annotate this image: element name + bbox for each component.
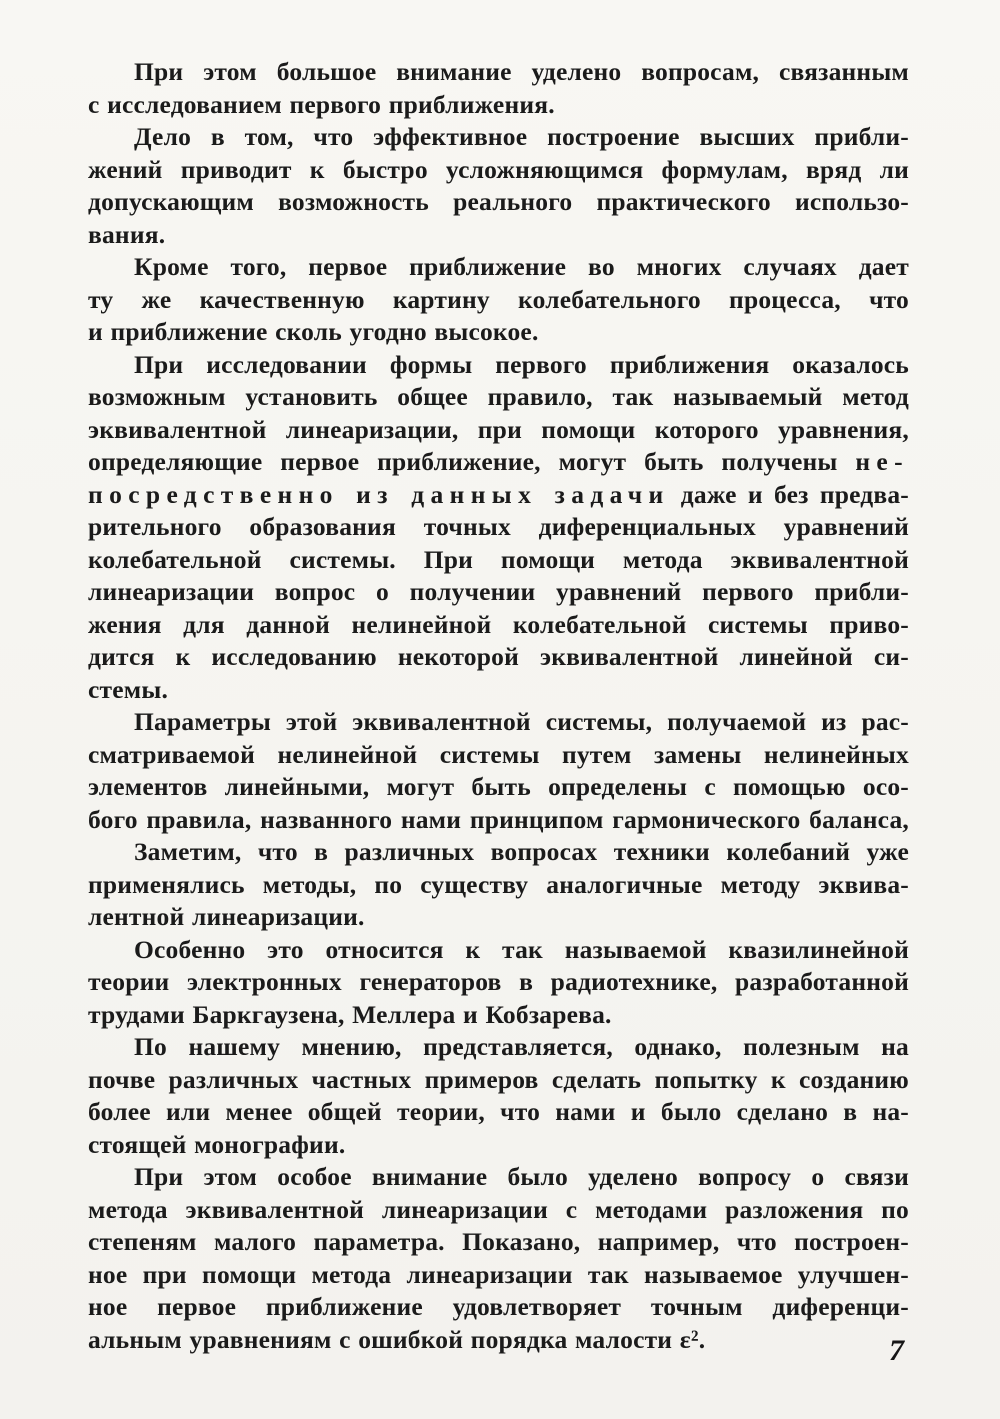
text-line: эквивалентной линеаризации, при помощи которого уравнения,	[88, 414, 909, 444]
text-segment: бого правила, названного нами принципом гармонического баланса,	[88, 804, 909, 834]
text-line: дится к исследованию некоторой эквивалентной линейной си-	[88, 642, 909, 671]
text-line: Дело в том, что эффективное построение высших прибли-	[134, 122, 909, 151]
text-line: с исследованием первого приближения.	[88, 89, 555, 119]
text-line: ту же качественную картину колебательного процесса, что	[88, 284, 909, 314]
text-line: метода эквивалентной линеаризации с методами разложения по	[88, 1194, 909, 1224]
text-line: применялись методы, по существу аналогичные методу эквива-	[88, 869, 909, 899]
text-line: альным уравнениям с ошибкой порядка малости ε².	[88, 1324, 706, 1354]
text-line: рительного образования точных диференциальных уравнений	[88, 512, 909, 541]
text-line: лентной линеаризации.	[88, 902, 365, 931]
text-segment: определяющие первое приближение, могут быть получены	[88, 447, 856, 476]
text-line: колебательной системы. При помощи метода эквивалентной	[88, 544, 909, 574]
text-line: ное при помощи метода линеаризации так называемое улучшен-	[88, 1259, 909, 1289]
emphasized-letterspaced-text: не-	[855, 447, 909, 476]
text-line: допускающим возможность реального практического использо-	[88, 187, 909, 216]
text-line: Особенно это относится к так называемой квазилинейной	[134, 934, 909, 964]
text-line: стемы.	[88, 674, 169, 704]
text-line: элементов линейными, могут быть определены с помощью осо-	[88, 772, 909, 801]
text-line: ное первое приближение удовлетворяет точным диференци-	[88, 1292, 909, 1321]
text-line: более или менее общей теории, что нами и было сделано в на-	[88, 1097, 909, 1126]
text-line: степеням малого параметра. Показано, например, что построен-	[88, 1227, 909, 1256]
text-line: возможным установить общее правило, так называемый метод	[88, 382, 909, 411]
text-line: При этом большое внимание уделено вопросам, связанным	[134, 57, 909, 86]
text-line: жения для данной нелинейной колебательной системы приво-	[88, 609, 909, 639]
text-line: При исследовании формы первого приближения оказалось	[134, 349, 909, 379]
text-block	[88, 56, 909, 1356]
text-line: жений приводит к быстро усложняющимся формулам, вряд ли	[88, 154, 909, 184]
text-line: и приближение сколь угодно высокое.	[88, 317, 539, 346]
text-segment: даже и без предва-	[669, 479, 909, 509]
text-line	[88, 479, 909, 512]
text-line: вания.	[88, 219, 166, 249]
emphasized-letterspaced-text: посредственно из данных задачи	[88, 479, 670, 509]
text-line: стоящей монографии.	[88, 1129, 346, 1159]
text-line: Заметим, что в различных вопросах техники колебаний уже	[134, 837, 909, 866]
text-line	[88, 804, 909, 837]
text-line: Параметры этой эквивалентной системы, получаемой из рас-	[134, 707, 909, 736]
text-line: сматриваемой нелинейной системы путем замены нелинейных	[88, 739, 909, 769]
text-line: По нашему мнению, представляется, однако, полезным на	[134, 1032, 909, 1061]
text-line: При этом особое внимание было уделено вопросу о связи	[134, 1162, 909, 1191]
text-line: трудами Баркгаузена, Меллера и Кобзарева.	[88, 999, 612, 1029]
text-line: почве различных частных примеров сделать попытку к созданию	[88, 1064, 909, 1094]
text-line: теории электронных генераторов в радиотехнике, разработанной	[88, 967, 909, 996]
page-number: 7	[889, 1334, 904, 1367]
text-line: Кроме того, первое приближение во многих случаях дает	[134, 252, 909, 281]
text-line	[88, 446, 909, 479]
text-line: линеаризации вопрос о получении уравнений первого прибли-	[88, 577, 909, 606]
